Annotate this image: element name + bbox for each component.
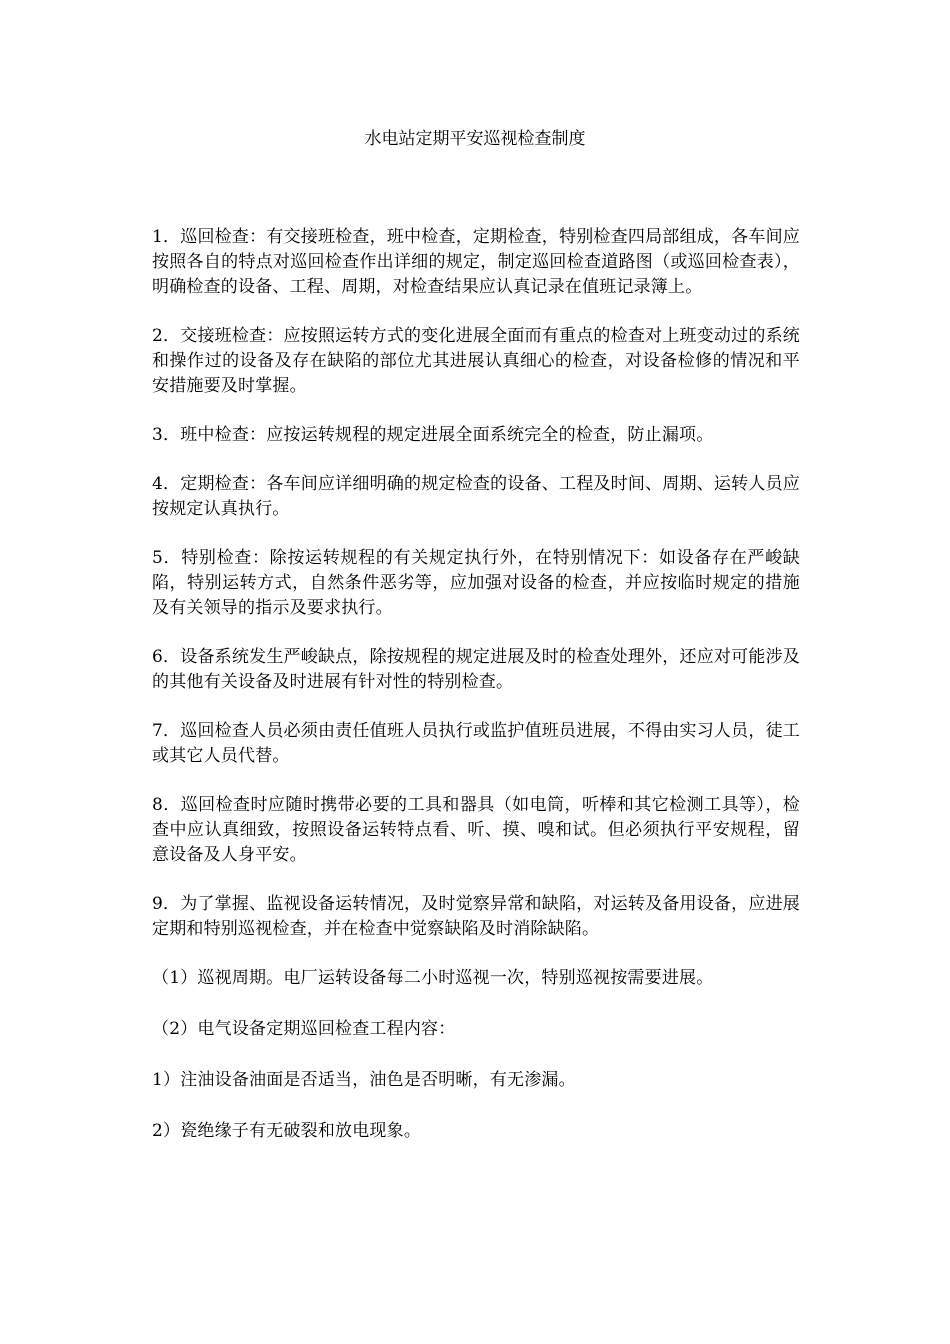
check-item-2: 2）瓷绝缘子有无破裂和放电现象。 <box>152 1121 422 1141</box>
document-body <box>152 225 800 1170</box>
paragraph-9: 9．为了掌握、监视设备运转情况，及时觉察异常和缺陷，对运转及备用设备，应进展定期和特别巡视检查，并在检查中觉察缺陷及时消除缺陷。 <box>152 894 800 939</box>
paragraph-1: 1．巡回检查：有交接班检查，班中检查，定期检查，特别检查四局部组成，各车间应按照各自的特点对巡回检查作出详细的规定，制定巡回检查道路图（或巡回检查表），明确检查的设备、工程、周期，对检查结果应认真记录在值班记录簿上。 <box>152 227 800 297</box>
paragraph-3: 3．班中检查：应按运转规程的规定进展全面系统完全的检查，防止漏项。 <box>152 425 714 445</box>
paragraph-4: 4．定期检查：各车间应详细明确的规定检查的设备、工程及时间、周期、运转人员应按规定认真执行。 <box>152 474 800 519</box>
paragraph-9-item-1: （1）巡视周期。电厂运转设备每二小时巡视一次，特别巡视按需要进展。 <box>152 968 714 988</box>
paragraph-9-item-2: （2）电气设备定期巡回检查工程内容： <box>152 1019 456 1039</box>
paragraph-2: 2．交接班检查：应按照运转方式的变化进展全面而有重点的检查对上班变动过的系统和操作过的设备及存在缺陷的部位尤其进展认真细心的检查，对设备检修的情况和平安措施要及时掌握。 <box>152 326 800 396</box>
document-title: 水电站定期平安巡视检查制度 <box>364 129 586 149</box>
check-item-1: 1）注油设备油面是否适当，油色是否明晰，有无渗漏。 <box>152 1070 576 1090</box>
paragraph-7: 7．巡回检查人员必须由责任值班人员执行或监护值班员进展，不得由实习人员，徒工或其它人员代替。 <box>152 721 800 766</box>
paragraph-6: 6．设备系统发生严峻缺点，除按规程的规定进展及时的检查处理外，还应对可能涉及的其他有关设备及时进展有针对性的特别检查。 <box>152 647 800 692</box>
paragraph-5: 5．特别检查：除按运转规程的有关规定执行外，在特别情况下：如设备存在严峻缺陷，特别运转方式，自然条件恶劣等，应加强对设备的检查，并应按临时规定的措施及有关领导的指示及要求执行。 <box>152 548 800 618</box>
paragraph-8: 8．巡回检查时应随时携带必要的工具和器具（如电筒，听棒和其它检测工具等），检查中应认真细致，按照设备运转特点看、听、摸、嗅和试。但必须执行平安规程，留意设备及人身平安。 <box>152 795 800 865</box>
